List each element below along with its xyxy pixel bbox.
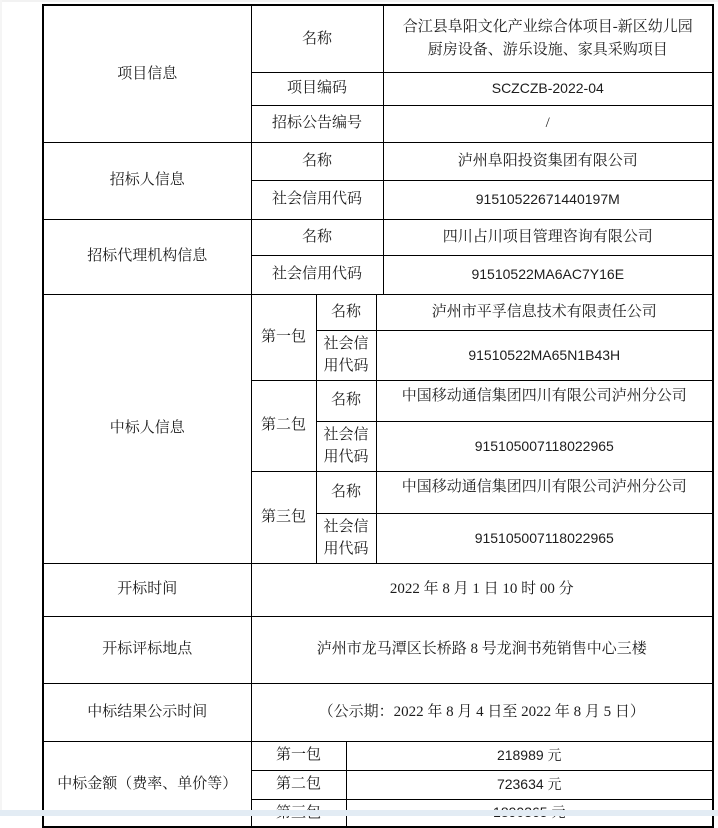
table-row bbox=[43, 563, 713, 616]
project-code-value: SCZCZB-2022-04 bbox=[383, 72, 713, 105]
publicity-time-value: （公示期：2022 年 8 月 4 日至 2022 年 8 月 5 日） bbox=[251, 683, 713, 741]
package3-name-value: 中国移动通信集团四川有限公司泸州分公司 bbox=[376, 471, 713, 513]
package2-label: 第二包 bbox=[251, 380, 316, 471]
amount-package1-value: 218989 元 bbox=[346, 741, 713, 770]
tenderee-name-label: 名称 bbox=[251, 142, 383, 180]
agency-label: 招标代理机构信息 bbox=[43, 219, 251, 294]
package2-name-value: 中国移动通信集团四川有限公司泸州分公司 bbox=[376, 380, 713, 421]
amount-package2-label: 第二包 bbox=[251, 770, 346, 799]
package1-name-value: 泸州市平孚信息技术有限责任公司 bbox=[376, 294, 713, 330]
table-row bbox=[43, 616, 713, 683]
page-bottom-strip bbox=[0, 810, 718, 816]
bid-result-document bbox=[42, 4, 714, 828]
tender-notice-no-value: / bbox=[383, 105, 713, 142]
package1-name-label: 名称 bbox=[316, 294, 376, 330]
tenderee-credit-value: 91510522671440197M bbox=[383, 180, 713, 219]
project-code-label: 项目编码 bbox=[251, 72, 383, 105]
bid-result-table bbox=[42, 4, 714, 828]
page-top-edge bbox=[0, 0, 718, 2]
table-row bbox=[43, 294, 713, 330]
package2-name-label: 名称 bbox=[316, 380, 376, 421]
table-row bbox=[43, 219, 713, 255]
package3-name-label: 名称 bbox=[316, 471, 376, 513]
amount-package2-value: 723634 元 bbox=[346, 770, 713, 799]
tender-notice-no-label: 招标公告编号 bbox=[251, 105, 383, 142]
agency-credit-label: 社会信用代码 bbox=[251, 255, 383, 294]
package1-credit-value: 91510522MA65N1B43H bbox=[376, 330, 713, 380]
package2-credit-label: 社会信用代码 bbox=[316, 421, 376, 471]
package3-credit-value: 915105007118022965 bbox=[376, 513, 713, 563]
table-row bbox=[43, 683, 713, 741]
bid-opening-venue-value: 泸州市龙马潭区长桥路 8 号龙涧书苑销售中心三楼 bbox=[251, 616, 713, 683]
publicity-time-label: 中标结果公示时间 bbox=[43, 683, 251, 741]
amount-section-label: 中标金额（费率、单价等） bbox=[43, 741, 251, 827]
winners-label: 中标人信息 bbox=[43, 294, 251, 563]
package1-credit-label: 社会信用代码 bbox=[316, 330, 376, 380]
project-name-label: 名称 bbox=[251, 5, 383, 72]
package3-label: 第三包 bbox=[251, 471, 316, 563]
table-row bbox=[43, 741, 713, 770]
bid-opening-venue-label: 开标评标地点 bbox=[43, 616, 251, 683]
project-name-value: 合江县阜阳文化产业综合体项目-新区幼儿园厨房设备、游乐设施、家具采购项目 bbox=[383, 5, 713, 72]
tenderee-credit-label: 社会信用代码 bbox=[251, 180, 383, 219]
table-row bbox=[43, 5, 713, 72]
agency-name-value: 四川占川项目管理咨询有限公司 bbox=[383, 219, 713, 255]
agency-credit-value: 91510522MA6AC7Y16E bbox=[383, 255, 713, 294]
amount-package1-label: 第一包 bbox=[251, 741, 346, 770]
agency-name-label: 名称 bbox=[251, 219, 383, 255]
page-left-edge bbox=[0, 0, 2, 816]
tenderee-label: 招标人信息 bbox=[43, 142, 251, 219]
bid-opening-time-value: 2022 年 8 月 1 日 10 时 00 分 bbox=[251, 563, 713, 616]
project-info-label: 项目信息 bbox=[43, 5, 251, 142]
bid-opening-time-label: 开标时间 bbox=[43, 563, 251, 616]
table-row bbox=[43, 142, 713, 180]
package2-credit-value: 915105007118022965 bbox=[376, 421, 713, 471]
tenderee-name-value: 泸州阜阳投资集团有限公司 bbox=[383, 142, 713, 180]
package1-label: 第一包 bbox=[251, 294, 316, 380]
package3-credit-label: 社会信用代码 bbox=[316, 513, 376, 563]
